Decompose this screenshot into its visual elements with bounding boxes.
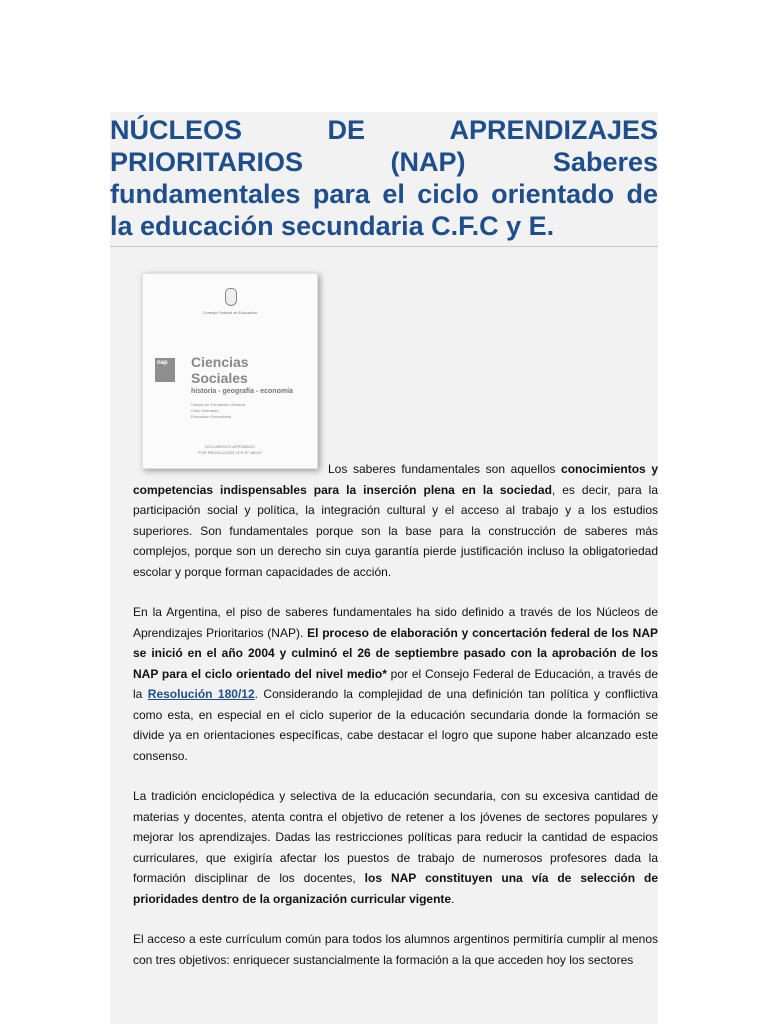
paragraph-3 xyxy=(133,786,658,909)
cover-nap-tag: nap xyxy=(155,358,175,382)
cover-org: Consejo Federal de Educación xyxy=(202,310,258,315)
cover-footer-line1: DOCUMENTO APROBADO xyxy=(205,444,255,449)
page-title: NÚCLEOS DE APRENDIZAJES PRIORITARIOS (NAP) Saberes fundamentales para el ciclo orientado de la educación secundaria C.F.C y E. xyxy=(110,115,658,241)
p4-text1: El acceso a este currículum común para todos los alumnos argentinos permitiría cumplir al menos con tres objetivos: enriquecer sustancialmente la formación a la que acceden hoy los sectores xyxy=(133,932,658,967)
book-cover-image[interactable] xyxy=(142,273,318,469)
p2-text3: . Considerando la complejidad de una definición tan política y conflictiva como esta, en especial en el ciclo superior de la educación secundaria donde la formación se divide ya en orientaciones específicas, cabe destacar el logro que supone haber alcanzado este consenso. xyxy=(133,687,658,763)
cover-subtitle: historia - geografía - economía xyxy=(191,388,293,395)
resolution-link[interactable]: Resolución 180/12 xyxy=(147,687,255,701)
title-divider xyxy=(110,246,658,247)
p3-bold1: los NAP constituyen una vía de selección de prioridades dentro de la organización curricular vigente xyxy=(133,871,659,906)
paragraph-1 xyxy=(133,459,658,582)
p1-text2: , es decir, para la participación social y política, la integración cultural y el acceso al trabajo y a los estudios superiores. Son fundamentales porque son la base para la construcción de saberes más complejos, porque son un derecho sin cuya garantía pierde justificación incluso la obligatoriedad escolar y porque forman capacidades de acción. xyxy=(133,482,658,579)
paragraph-4 xyxy=(133,929,658,970)
cover-title-line2: Sociales xyxy=(191,370,248,386)
article xyxy=(110,112,658,1024)
cover-line1: Campo de Formación General xyxy=(191,402,245,407)
p1-bold1: conocimientos y competencias indispensables para la inserción plena en la sociedad xyxy=(133,462,659,497)
p2-bold1: El proceso de elaboración y concertación federal de los NAP se inició en el año 2004 y culminó el 26 de septiembre pasado con la aprobación de los NAP para el ciclo orientado del nivel medio* xyxy=(133,625,658,681)
cover-line3: Educación Secundaria xyxy=(191,414,232,419)
cover-title-line1: Ciencias xyxy=(191,354,249,370)
p3-text2: . xyxy=(451,891,455,906)
article-content xyxy=(110,265,658,970)
cover-footer xyxy=(143,444,317,456)
coat-of-arms-icon xyxy=(225,288,237,306)
p2-text2: por el Consejo Federal de Educación, a través de la xyxy=(133,666,658,701)
p2-text1: En la Argentina, el piso de saberes fundamentales ha sido definido a través de los Núcleos de Aprendizajes Prioritarios (NAP). xyxy=(133,605,658,640)
paragraph-2 xyxy=(133,602,658,766)
p1-text1: Los saberes fundamentales son aquellos xyxy=(328,462,562,476)
cover-line2: Ciclo Orientado xyxy=(191,408,219,413)
cover-footer-line2: POR RESOLUCIÓN CFE Nº 180/12 xyxy=(197,450,263,455)
p3-text1: La tradición enciclopédica y selectiva de la educación secundaria, con su excesiva cantidad de materias y docentes, atenta contra el objetivo de retener a los jóvenes de sectores populares y mejorar los aprendizajes. Dadas las restricciones políticas para reducir la cantidad de espacios curriculares, que exigiría afectar los puestos de trabajo de numerosos profesores dada la formación disciplinar de los docentes, xyxy=(133,789,658,885)
cover-image-container xyxy=(133,265,658,473)
